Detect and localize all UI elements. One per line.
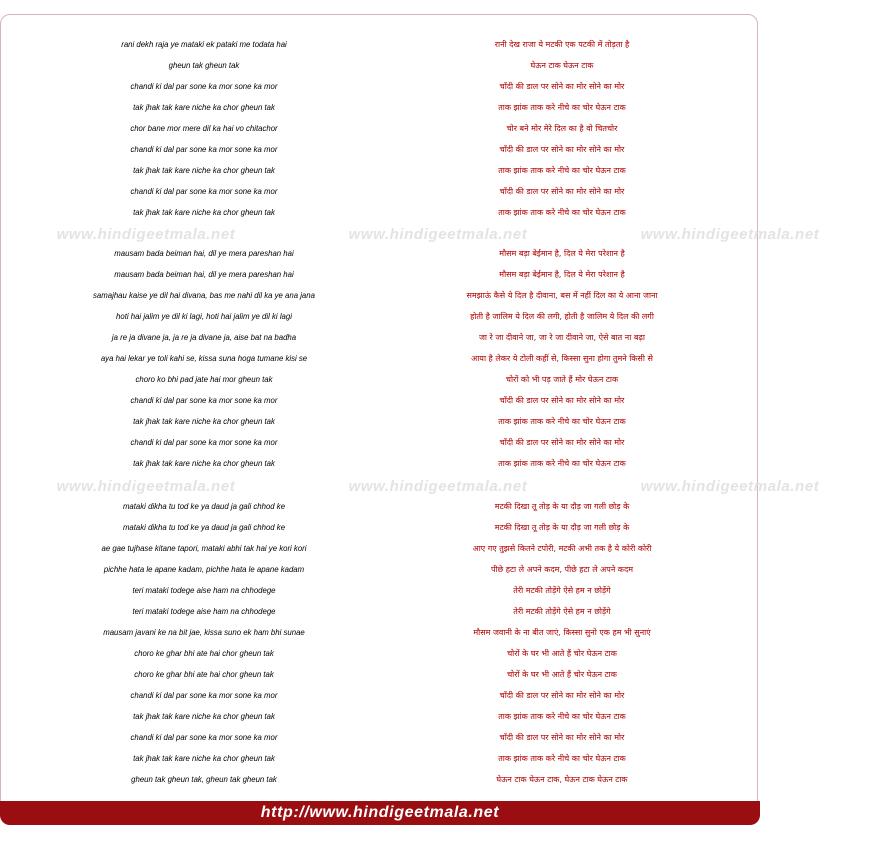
lyric-line-english: teri mataki todege aise ham na chhodege (132, 607, 276, 616)
lyric-line-hindi: पीछे हटा ले अपने कदम, पीछे हटा ले अपने कदम (491, 565, 633, 574)
lyric-line-english: tak jhak tak kare niche ka chor gheun tak (133, 103, 275, 112)
lyric-line-hindi: ताक झांक ताक करे नीचे का चोर घेऊन टाक (498, 459, 626, 468)
lyric-line-english: teri mataki todege aise ham na chhodege (132, 586, 276, 595)
lyric-line-hindi: चोरों के घर भी आते हैं चोर घेऊन टाक (507, 649, 617, 658)
lyric-line-english: chandi ki dal par sone ka mor sone ka mor (130, 396, 278, 405)
lyric-line-english: rani dekh raja ye mataki ek pataki me todata hai (121, 40, 287, 49)
lyric-line-english: mataki dikha tu tod ke ya daud ja gali chhod ke (122, 523, 286, 532)
lyric-line-hindi: चोरों के घर भी आते हैं चोर घेऊन टाक (507, 670, 617, 679)
lyric-line-english: pichhe hata le apane kadam, pichhe hata le apane kadam (103, 565, 305, 574)
watermark-row (0, 225, 820, 245)
lyric-line-english: tak jhak tak kare niche ka chor gheun tak (133, 208, 275, 217)
lyric-line-hindi: चाँदी की डाल पर सोने का मोर सोने का मोर (499, 187, 625, 196)
lyric-line-english: choro ke ghar bhi ate hai chor gheun tak (134, 670, 274, 679)
lyric-line-hindi: मौसम बड़ा बेईमान है, दिल ये मेरा परेशान है (499, 249, 625, 258)
lyric-line-hindi: ताक झांक ताक करे नीचे का चोर घेऊन टाक (498, 166, 626, 175)
lyric-line-english: chandi ki dal par sone ka mor sone ka mor (130, 691, 278, 700)
lyric-line-hindi: घेऊन टाक घेऊन टाक, घेऊन टाक घेऊन टाक (496, 775, 628, 784)
watermark-text: www.hindigeetmala.net (640, 478, 820, 495)
lyric-line-hindi: चोरों को भी पड़ जाते हैं मोर घेऊन टाक (505, 375, 619, 384)
watermark-text: www.hindigeetmala.net (56, 478, 236, 495)
lyric-line-hindi: चाँदी की डाल पर सोने का मोर सोने का मोर (499, 82, 625, 91)
lyric-line-english: ja re ja divane ja, ja re ja divane ja, aise bat na badha (111, 333, 297, 342)
lyric-line-hindi: ताक झांक ताक करे नीचे का चोर घेऊन टाक (498, 754, 626, 763)
lyric-line-hindi: आया है लेकर ये टोली कहीं से, किस्सा सुना होगा तुमने किसी से (471, 354, 653, 363)
lyric-line-hindi: चाँदी की डाल पर सोने का मोर सोने का मोर (499, 733, 625, 742)
lyric-line-english: gheun tak gheun tak (168, 61, 240, 70)
lyric-line-english: hoti hai jalim ye dil ki lagi, hoti hai jalim ye dil ki lagi (116, 312, 292, 321)
lyric-line-hindi: होती है जालिम ये दिल की लगी, होती है जालिम ये दिल की लगी (470, 312, 654, 321)
lyric-line-english: mataki dikha tu tod ke ya daud ja gali chhod ke (122, 502, 286, 511)
lyric-line-english: choro ko bhi pad jate hai mor gheun tak (135, 375, 273, 384)
lyric-line-english: choro ke ghar bhi ate hai chor gheun tak (134, 649, 274, 658)
lyric-line-hindi: घेऊन टाक घेऊन टाक (530, 61, 594, 70)
lyric-line-english: tak jhak tak kare niche ka chor gheun tak (133, 712, 275, 721)
lyric-line-hindi: मटकी दिखा तू तोड़ के या दौड़ जा गली छोड़ के (494, 502, 630, 511)
lyric-line-hindi: मौसम बड़ा बेईमान है, दिल ये मेरा परेशान है (499, 270, 625, 279)
footer-bar (0, 801, 760, 825)
lyric-line-english: tak jhak tak kare niche ka chor gheun tak (133, 459, 275, 468)
lyric-line-hindi: मटकी दिखा तू तोड़ के या दौड़ जा गली छोड़ के (494, 523, 630, 532)
lyric-line-hindi: चाँदी की डाल पर सोने का मोर सोने का मोर (499, 691, 625, 700)
lyric-line-hindi: तेरी मटकी तोड़ेंगे ऐसे हम न छोड़ेंगे (513, 607, 611, 616)
lyric-line-english: chandi ki dal par sone ka mor sone ka mor (130, 82, 278, 91)
lyric-line-english: tak jhak tak kare niche ka chor gheun tak (133, 166, 275, 175)
lyric-line-hindi: ताक झांक ताक करे नीचे का चोर घेऊन टाक (498, 208, 626, 217)
lyric-line-english: chandi ki dal par sone ka mor sone ka mor (130, 187, 278, 196)
lyric-line-hindi: चाँदी की डाल पर सोने का मोर सोने का मोर (499, 145, 625, 154)
lyric-line-hindi: चाँदी की डाल पर सोने का मोर सोने का मोर (499, 396, 625, 405)
watermark-text: www.hindigeetmala.net (348, 226, 528, 243)
lyric-line-english: chandi ki dal par sone ka mor sone ka mor (130, 145, 278, 154)
lyric-line-english: aya hai lekar ye toli kahi se, kissa suna hoga tumane kisi se (100, 354, 308, 363)
lyric-line-english: chandi ki dal par sone ka mor sone ka mor (130, 733, 278, 742)
lyric-line-english: mausam javani ke na bit jae, kissa suno ek ham bhi sunae (103, 628, 305, 637)
watermark-text: www.hindigeetmala.net (640, 226, 820, 243)
lyric-line-hindi: ताक झांक ताक करे नीचे का चोर घेऊन टाक (498, 103, 626, 112)
watermark-text: www.hindigeetmala.net (348, 478, 528, 495)
watermark-text: www.hindigeetmala.net (56, 226, 236, 243)
lyric-line-english: mausam bada beiman hai, dil ye mera pareshan hai (114, 249, 294, 258)
lyric-line-hindi: ताक झांक ताक करे नीचे का चोर घेऊन टाक (498, 417, 626, 426)
lyric-line-english: mausam bada beiman hai, dil ye mera pareshan hai (114, 270, 294, 279)
lyric-line-hindi: जा रे जा दीवाने जा, जा रे जा दीवाने जा, ऐसे बात ना बढ़ा (479, 333, 645, 342)
lyric-line-hindi: चोर बने मोर मेरे दिल का है वो चितचोर (506, 124, 618, 133)
watermark-row (0, 477, 820, 497)
lyric-line-english: ae gae tujhase kitane tapori, mataki abhi tak hai ye kori kori (101, 544, 307, 553)
lyric-line-hindi: समझाऊं कैसे ये दिल है दीवाना, बस में नहीं दिल का ये आना जाना (466, 291, 658, 300)
lyric-line-english: samajhau kaise ye dil hai divana, bas me nahi dil ka ye ana jana (93, 291, 315, 300)
lyric-line-hindi: चाँदी की डाल पर सोने का मोर सोने का मोर (499, 438, 625, 447)
lyric-line-english: gheun tak gheun tak, gheun tak gheun tak (131, 775, 277, 784)
lyric-line-english: tak jhak tak kare niche ka chor gheun tak (133, 417, 275, 426)
lyric-line-hindi: मौसम जवानी के ना बीत जाएं, किस्सा सुनो एक हम भी सुनाएं (473, 628, 651, 637)
lyric-line-hindi: आए गए तुझसे कितने टपोरी, मटकी अभी तक है ये कोरी कोरी (472, 544, 652, 553)
lyric-line-english: chandi ki dal par sone ka mor sone ka mor (130, 438, 278, 447)
footer-site-link[interactable]: http://www.hindigeetmala.net (260, 804, 500, 821)
lyric-line-hindi: रानी देख राजा ये मटकी एक पटकी में तोड़ता है (494, 40, 630, 49)
lyric-line-hindi: तेरी मटकी तोड़ेंगे ऐसे हम न छोड़ेंगे (513, 586, 611, 595)
lyric-line-english: chor bane mor mere dil ka hai vo chitachor (130, 124, 278, 133)
lyric-line-english: tak jhak tak kare niche ka chor gheun tak (133, 754, 275, 763)
lyric-line-hindi: ताक झांक ताक करे नीचे का चोर घेऊन टाक (498, 712, 626, 721)
